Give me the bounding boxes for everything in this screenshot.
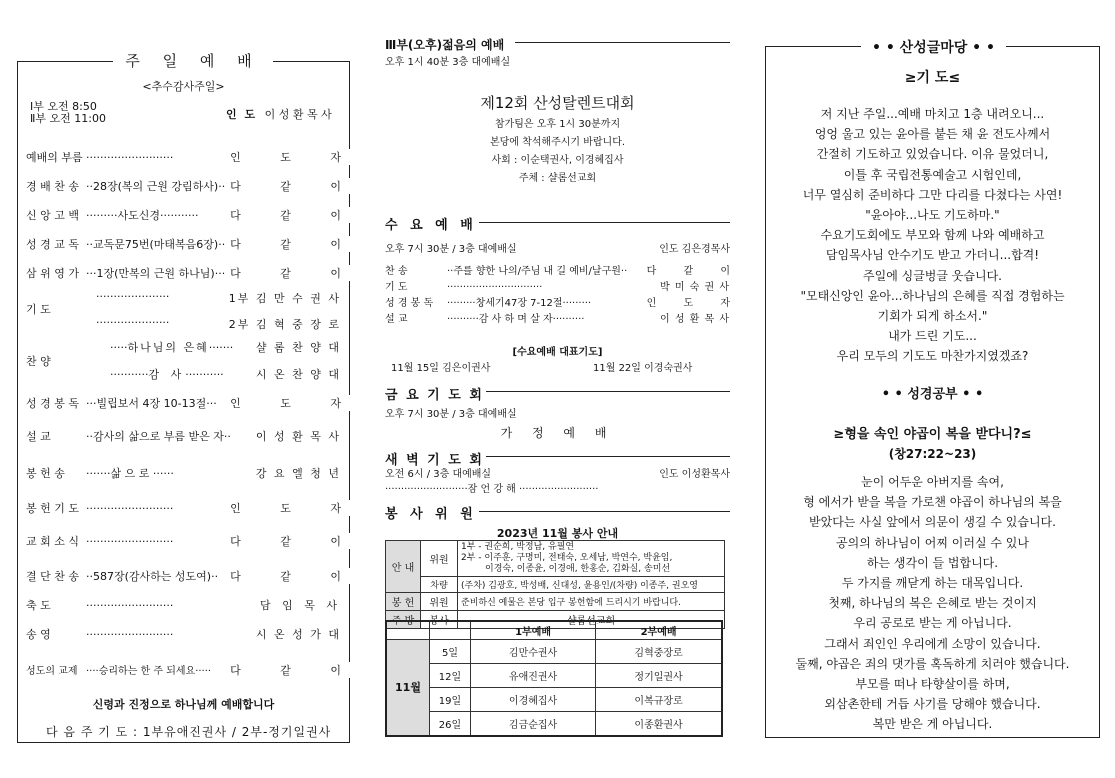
order-row: 송 영 ························· 시 온 성 가 대 [26,628,341,641]
wed-row [385,280,730,296]
wed-content: ·········창세기47장 7-12절········· [447,298,592,309]
wed-row [385,264,742,280]
text-line: 공의의 하나님이 어찌 이러실 수 있나 [836,535,1029,550]
kitchen-label: 주 방 [386,611,421,629]
kitchen-value: 샬롬선교회 [458,611,725,629]
order-label: 성도의 교제 [26,666,78,677]
service-table [385,540,725,629]
hymn-label: 찬 양 [26,355,51,368]
schedule-2nd: 이복규장로 [596,688,722,712]
order-person: 다 같 이 [230,535,359,548]
order-person: 다 같 이 [230,570,359,583]
order-label: 경 배 찬 송 [26,180,79,193]
text-line: 받았다는 사실 앞에서 의문이 생길 수 있습니다. [809,515,1056,530]
prayer-label: 기 도 [26,303,51,316]
order-content: ··감사의 삶으로 부름 받은 자·· [86,430,231,443]
wednesday-leader: 인도 김은경목사 [659,244,730,255]
wed-content: ··········감 사 하 며 살 자·········· [447,314,585,325]
text-line: 외삼촌한테 거듭 사기를 당해야 했습니다. [824,697,1041,712]
friday-time: 오후 7시 30분 / 3층 대예배실 [385,409,517,420]
text-line: 그래서 죄인인 우리에게 소망이 있습니다. [824,636,1041,651]
leader [226,106,332,122]
wed-rep-2: 11월 22일 이경숙권사 [593,363,693,374]
friday-title: 금 요 기 도 회 [385,384,486,403]
hymn-1-choir: 샬 롬 찬 양 대 [255,341,341,354]
text-line: 눈이 어두운 아버지를 속여, [861,475,1004,489]
talent-title: 제12회 산성탈렌트대회 [480,94,635,112]
order-label: 결 단 찬 송 [26,570,79,583]
schedule-day: 26일 [430,712,471,736]
order-row [26,265,359,281]
talent-info [385,116,730,188]
schedule-2nd: 이종환권사 [596,712,722,736]
text-line: 너무 열심히 준비하다 그만 다리를 다쳤다는 사연! [802,187,1063,202]
dawn-leader: 인도 이성환목사 [659,469,730,480]
prayer-heading: ≥기 도≤ [904,70,961,86]
order-person: 다 같 이 [230,238,359,251]
wednesday-order [385,264,742,328]
order-person: 다 같 이 [230,180,359,193]
offer-member-label: 위원 [421,593,458,611]
wed-label: 성 경 봉 독 [385,298,434,309]
order-row [26,662,359,677]
wed-person: 다 같 이 [645,264,742,280]
text-line: 기회가 되게 하소서." [877,309,988,323]
order-content: ·······삶 으 로 ······ [86,467,174,480]
order-person: 인 도 자 [230,502,359,515]
worship-time-2: Ⅱ부 오전 11:00 [30,112,106,125]
middle-column [385,36,742,766]
dawn-line: ··························잠 언 강 해 ························· [385,484,599,495]
worship-times [30,101,106,125]
talent-line: 사회 : 이순택권사, 이경혜집사 [491,155,624,166]
guide-line: 이경숙, 이종윤, 이경애, 한홍순, 김화실, 송미선 [485,564,671,574]
order-row: 교 회 소 식 ························· 다 같 이 [26,535,359,548]
order-label: 삼 위 영 가 [26,267,79,280]
order-person: 담 임 목 사 [260,599,341,612]
order-content: ···1장(만복의 근원 하나님)··· [86,267,226,280]
schedule-2nd: 정기일권사 [596,664,722,688]
order-row [26,207,359,223]
text-line: 내가 드린 기도... [888,329,977,344]
text-line: 이틀 후 국립전통예술고 시험인데, [843,167,1022,182]
worship-motto: 신령과 진정으로 하나님께 예배합니다 [92,698,275,711]
order-label: 축 도 [26,599,51,612]
guide-member-label: 위원 [421,541,458,577]
third-service-title: Ⅲ부(오후)젊음의 예배 [385,38,505,52]
text-line: "윤아야...나도 기도하마." [865,208,1000,222]
order-row [26,236,359,252]
wed-rep-title: [수요예배 대표기도] [512,347,603,358]
sunday-worship-title: 주 일 예 배 [113,50,273,71]
third-service-time: 오후 1시 40분 3층 대예배실 [385,57,511,68]
guide-line: 2부 - 이주훈, 구명미, 전태숙, 오세남, 박연수, 박윤임, [461,553,673,563]
wed-person: 이 성 환 목 사 [658,312,730,328]
order-person: 인 도 자 [230,151,359,164]
wednesday-title: 수 요 예 배 [385,214,479,233]
hymn-1-title: 하나님의 은혜 [127,341,209,354]
text-line: 간절히 기도하고 있었습니다. 이유 물었더니, [816,147,1049,162]
wed-content: ··주를 향한 나의/주님 내 길 예비/날구원·· [447,266,628,277]
order-person: 시 온 성 가 대 [255,628,341,641]
month-label: 11월 [386,640,430,736]
text-line: 복만 받은 게 아닙니다. [872,717,993,732]
service-table-title: 2023년 11월 봉사 안내 [496,527,619,540]
wed-rep-1: 11월 15일 김은이권사 [391,363,491,374]
wed-row [385,312,730,328]
order-person: 다 같 이 [230,267,359,280]
leader-name: 이 성 환 목 사 [264,108,332,121]
bible-study-reference: (창27:22~23) [888,447,977,461]
text-line: 하는 생각이 들 법합니다. [866,555,999,570]
text-line: 둘째, 야곱은 죄의 댓가를 혹독하게 치러야 했습니다. [795,656,1070,671]
order-label: 송 영 [26,628,51,641]
order-person: 인 도 자 [230,397,359,410]
guide-label: 안 내 [386,541,421,593]
order-label: 봉 헌 기 도 [26,502,79,515]
col-2nd-service: 2부예배 [596,621,722,640]
text-line: 두 가지를 깨닫게 하는 대목입니다. [841,576,1024,590]
order-row: 축 도 ························· 담 임 목 사 [26,599,341,612]
worship-time-1: Ⅰ부 오전 8:50 [30,100,97,113]
wed-label: 설 교 [385,314,408,325]
service-title: 봉 사 위 원 [385,503,479,522]
order-label: 신 앙 고 백 [26,209,79,222]
schedule-2nd: 김혁중장로 [596,640,722,664]
talent-line: 참가팀은 오후 1시 30분까지 [494,119,621,130]
order-row [26,568,359,584]
sunday-subtitle: <추수감사주일> [142,80,225,93]
order-row [26,395,359,411]
order-content: ·········사도신경··········· [86,209,199,222]
text-line: 주일에 싱글벙글 웃습니다. [863,268,1002,283]
schedule-day: 19일 [430,688,471,712]
sanseong-writing-panel [765,40,1100,738]
talent-line: 본당에 착석해주시기 바랍니다. [489,137,626,148]
text-line: "모태신앙인 윤아...하나님의 은혜를 직접 경험하는 [800,288,1065,303]
prayer-2: ····················· 2부 김 혁 중 장 로 [96,316,341,331]
order-content: ····승리하는 한 주 되세요····· [86,666,212,677]
order-content: ··교독문75번(마태복음6장)·· [86,238,226,251]
sunday-worship-panel [17,52,359,743]
text-line: 엉엉 울고 있는 윤아를 붙든 채 윤 전도사께서 [814,127,1051,142]
writing-corner-title: • • 산성글마당 • • [861,37,1006,57]
offer-value: 준비하신 예물은 본당 입구 봉헌함에 드리시기 바랍니다. [458,593,725,611]
prayer-1-person: 1부 김 만 수 권 사 [228,292,341,305]
text-line: 우리 공로로 받는 게 아닙니다. [853,616,1012,631]
wednesday-time: 오후 7시 30분 / 3층 대예배실 [385,244,517,255]
wed-label: 찬 송 [385,266,408,277]
order-row [26,428,341,444]
hymn-2-choir: 시 온 찬 양 대 [255,368,341,381]
guide-line: 1부 - 권순희, 박정남, 유필연 [461,542,575,552]
order-label: 성 경 봉 독 [26,397,79,410]
schedule-day: 12일 [430,664,471,688]
car-value: (주차) 김광호, 박성배, 신대성, 윤용인/(차량) 이종주, 권오영 [458,577,725,593]
bible-study-title: • • 성경공부 • • [881,387,984,402]
next-week-prayer: 다 음 주 기 도 : 1부유애진권사 / 2부-정기일권사 [46,725,332,739]
dawn-time: 오전 6시 / 3층 대예배실 [385,469,492,480]
text-line: 우리 모두의 기도도 마찬가지였겠죠? [836,349,1029,364]
wed-person: 박 미 숙 권 사 [658,280,730,296]
guide-members [458,541,725,577]
friday-event: 가 정 예 배 [500,426,615,440]
text-line: 수요기도회에도 부모와 함께 나와 예배하고 [820,228,1045,243]
wed-label: 기 도 [385,282,408,293]
wed-content: ······························ [447,282,543,293]
order-row: 봉 헌 기 도 ························· 인 도 자 [26,502,359,515]
preacher-schedule [385,620,723,737]
order-row [26,465,341,481]
schedule-1st: 이경혜집사 [471,688,596,712]
order-row [26,178,359,194]
order-content: ··587장(감사하는 성도여)·· [86,570,219,583]
wed-row [385,296,742,312]
dawn-title: 새 벽 기 도 회 [385,449,486,468]
text-line: 담임목사님 안수기도 받고 가더니...합격! [825,248,1040,263]
wed-person: 인 도 자 [645,296,742,312]
order-person: 다 같 이 [230,209,359,222]
talent-line: 주체 : 샬롬선교회 [518,173,597,184]
order-person: 이 성 환 목 사 [255,430,341,443]
offer-label: 봉 헌 [386,593,421,611]
prayer-1: ····················· 1부 김 만 수 권 사 [96,290,341,305]
hymn-2-title: 감 사 [148,368,186,381]
order-label: 예배의 부름 [26,151,83,164]
text-line: 형 에서가 받을 복을 가로챈 야곱이 하나님의 복을 [803,495,1062,510]
order-row: 예배의 부름 ························· 인 도 자 [26,151,359,164]
col-1st-service: 1부예배 [471,621,596,640]
order-label: 설 교 [26,430,51,443]
order-label: 성 경 교 독 [26,238,79,251]
kitchen-sub: 봉사 [421,611,458,629]
text-line: 저 지난 주일...예배 마치고 1층 내려오니... [820,107,1045,121]
text-line: 첫째, 하나님의 복은 은혜로 받는 것이지 [828,596,1037,611]
order-person: 강 요 엘 청 년 [255,467,341,480]
order-label: 교 회 소 식 [26,535,79,548]
schedule-day: 5일 [430,640,471,664]
hymn-2: ···········감 사··········· 시 온 찬 양 대 [110,368,341,381]
prayer-2-person: 2부 김 혁 중 장 로 [228,318,341,331]
order-label: 봉 헌 송 [26,467,65,480]
car-label: 차량 [421,577,458,593]
bible-study-heading: ≥형을 속인 야곱이 복을 받다니?≤ [833,427,1032,442]
leader-label: 인 도 [226,108,258,121]
hymn-1: ·····하나님의 은혜······· 샬 롬 찬 양 대 [110,341,341,354]
text-line: 부모를 떠나 타향살이를 하며, [855,677,1010,691]
order-content: ···빌립보서 4장 10-13절··· [86,397,217,410]
schedule-1st: 유애진권사 [471,664,596,688]
order-content: ··28장(복의 근원 강림하사)·· [86,180,226,193]
order-person: 다 같 이 [230,664,359,677]
schedule-1st: 김만수권사 [471,640,596,664]
schedule-1st: 김금순집사 [471,712,596,736]
